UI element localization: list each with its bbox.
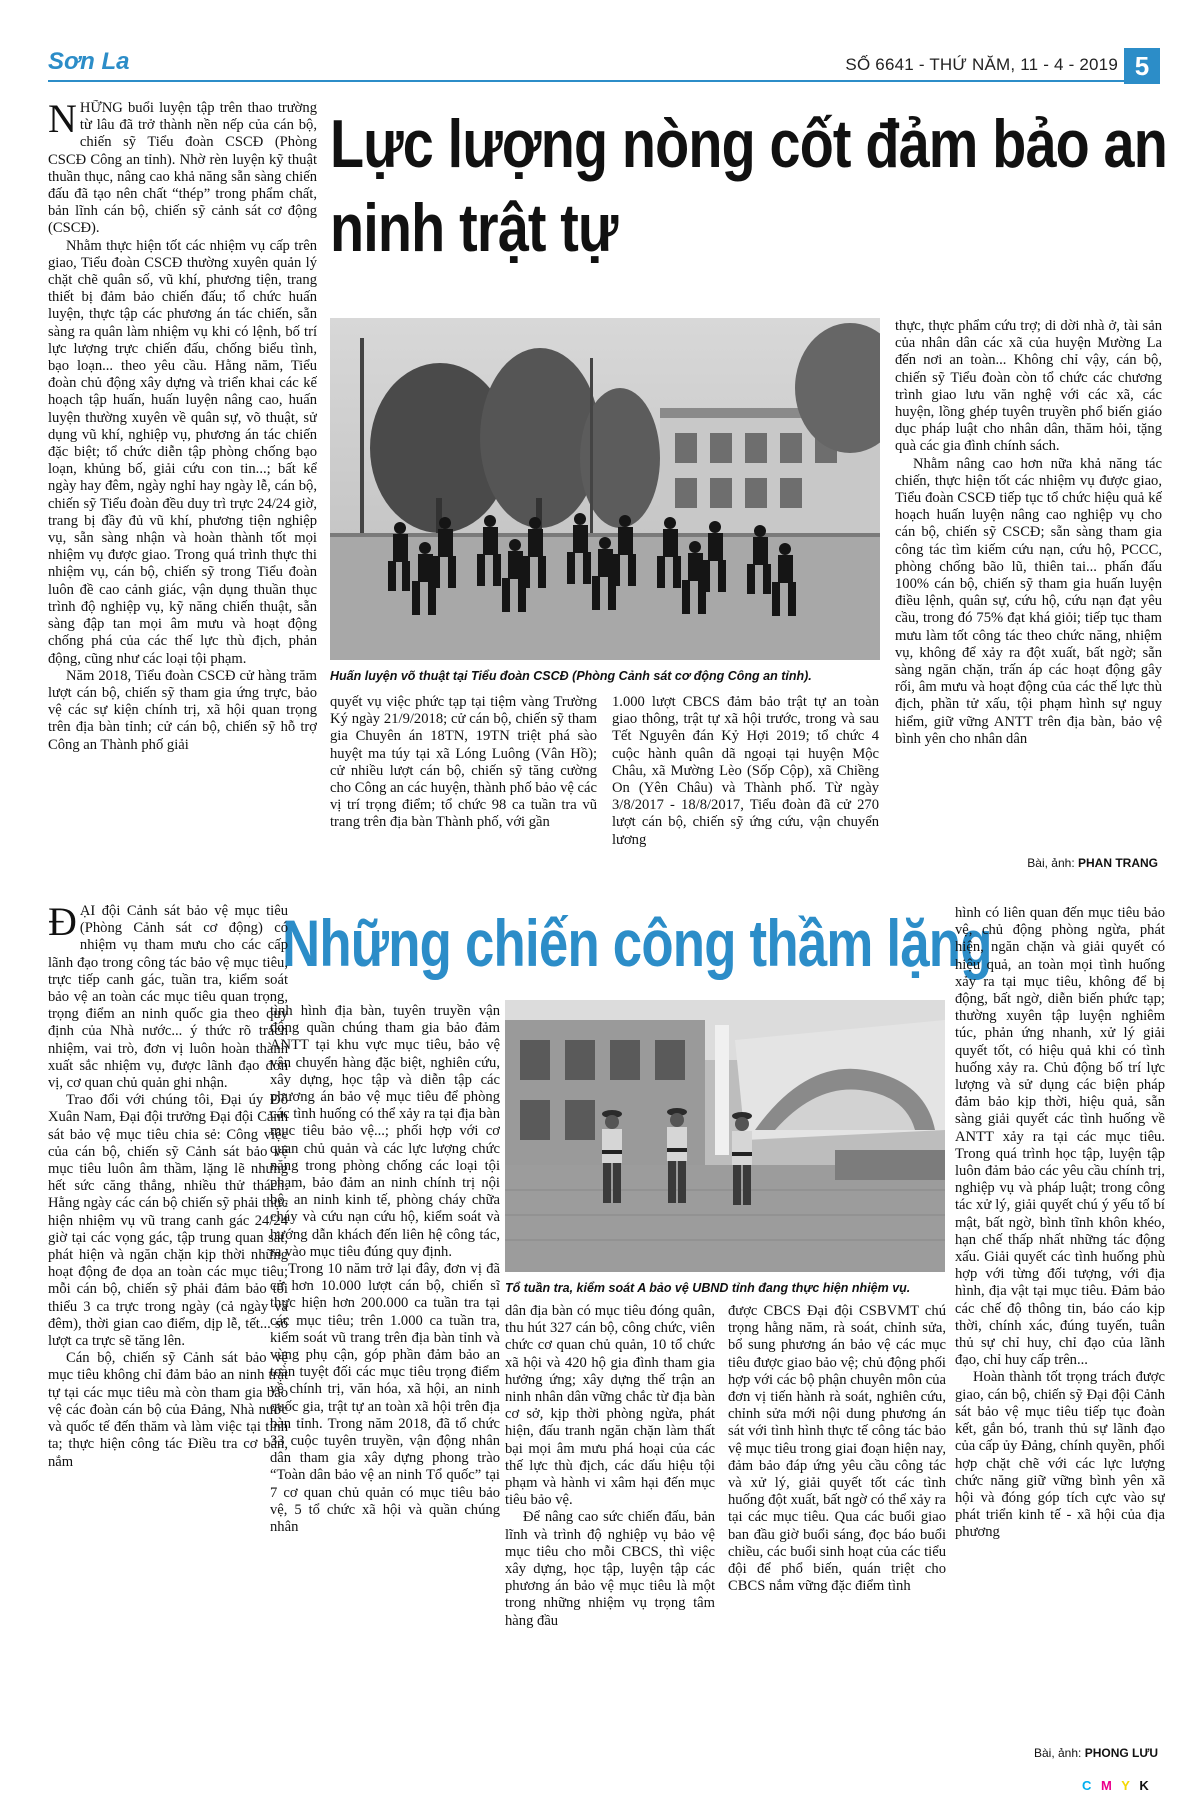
header-rule [48, 80, 1153, 82]
article2-paragraph: hình có liên quan đến mục tiêu bảo vệ, chủ động phòng ngừa, phát hiện, ngăn chặn và giải quyết có hiệu quả, an toàn mọi tình huống xảy ra tại mục tiêu, không để bị động, bất ngờ, diễn biến phức tạp; thường xuyên tập luyện nghiêm túc, phản ứng nhanh, xử lý giải quyết tốt, có hiệu quả khi có tình huống xảy ra. Chủ động bố trí lực lượng và sử dụng các biện pháp đảm bảo kịp thời, hiệu quả, sẵn sàng giải quyết các tình huống về ANTT xảy ra tại các mục tiêu. Trong quá trình học tập, luyện tập luôn đảm bảo các yêu cầu chính trị, nghiệp vụ và pháp luật; trong công tác xử lý, giải quyết chú ý yếu tố bí mật, bất ngờ, bình tĩnh khôn khéo, hạn chế thấp nhất những tác động xấu. Giải quyết các tình huống phù hợp với từng đối tượng, với địa hình, địa vật tại mục tiêu. Đảm bảo các chế độ thông tin, báo cáo kịp thời, chính xác, đúng tuyến, tuân thủ sự chỉ huy, chỉ đạo của lãnh đạo, chỉ huy cấp trên... [955, 905, 1165, 1369]
article2-column-4 [728, 1303, 946, 1735]
article2-column-5 [955, 905, 1165, 1745]
article1-column-4 [895, 318, 1162, 858]
article1-column-3 [612, 694, 879, 874]
cmyk-letter: C [1082, 1778, 1095, 1793]
article1-photo [330, 318, 880, 660]
article1-dropcap: N [48, 100, 77, 141]
cmyk-letter: K [1139, 1778, 1152, 1793]
section-name: Sơn La [48, 48, 130, 75]
cmyk-marks [1082, 1778, 1152, 1793]
cmyk-letter: Y [1121, 1778, 1133, 1793]
article2-paragraph: Để nâng cao sức chiến đấu, bản lĩnh và trình độ nghiệp vụ bảo vệ mục tiêu cho mỗi CBCS, thì việc xây dựng, học tập, luyện tập các phương án bảo vệ mục tiêu là một trong những nhiệm vụ trọng tâm hàng đầu [505, 1509, 715, 1629]
article2-photo [505, 1000, 945, 1272]
byline-author: PHAN TRANG [1078, 856, 1158, 870]
article1-photo-caption: Huấn luyện võ thuật tại Tiểu đoàn CSCĐ (Phòng Cảnh sát cơ động Công an tỉnh). [330, 669, 812, 683]
article2-column-2 [270, 1003, 500, 1735]
article1-paragraph: thực, thực phẩm cứu trợ; di dời nhà ở, tài sản của nhân dân các xã của huyện Mường La đến nơi an toàn... Không chỉ vậy, cán bộ, chiến sỹ Tiểu đoàn còn tổ chức các chương trình giao lưu văn nghệ với các xã, các huyện, lồng ghép tuyên truyền phổ biến giáo dục pháp luật cho nhân dân, thăm hỏi, tặng quà các gia đình chính sách. [895, 318, 1162, 455]
article1-paragraph: 1.000 lượt CBCS đảm bảo trật tự an toàn giao thông, trật tự xã hội trước, trong và sau Tết Nguyên đán Kỷ Hợi 2019; tổ chức 4 cuộc hành quân dã ngoại tại huyện Mộc Châu, xã Mường Lèo (Sốp Cộp), xã Chiềng On (Yên Châu) và Thành phố. Từ ngày 3/8/2017 - 18/8/2017, Tiểu đoàn đã cử 270 lượt cán bộ, chiến sỹ ứng cứu, vận chuyển lương [612, 694, 879, 848]
page-number: 5 [1124, 48, 1160, 84]
article2-paragraph: Hoàn thành tốt trọng trách được giao, cán bộ, chiến sỹ Đại đội Cảnh sát bảo vệ mục tiêu tiếp tục đoàn kết, gắn bó, tranh thủ sự lãnh đạo của cấp ủy Đảng, chính quyền, phối hợp chặt chẽ với các lực lượng chức năng giữ vững bình yên xã hội và đóng góp tích cực vào sự phát triển kinh tế - xã hội của địa phương [955, 1369, 1165, 1541]
article2-paragraph: Cán bộ, chiến sỹ Cảnh sát bảo vệ mục tiêu không chỉ đảm bảo an ninh trật tự tại các mục tiêu mà còn tham gia bảo vệ các đoàn cán bộ của Đảng, Nhà nước và quốc tế đến thăm và làm việc tại tỉnh ta; thực hiện công tác Điều tra cơ bản, nắm [48, 1350, 288, 1470]
article2-lead: ẠI đội Cảnh sát bảo vệ mục tiêu (Phòng Cảnh sát cơ động) có nhiệm vụ tham mưu cho các cấp lãnh đạo trong công tác bảo vệ mục tiêu, trực tiếp canh gác, tuần tra, kiểm soát bảo vệ an toàn các mục tiêu quan trọng, trọng điểm an ninh quốc gia theo quy định của Nhà nước... ý thức rõ trách nhiệm, vai trò, đơn vị luôn hoàn thành xuất sắc nhiệm vụ, được lãnh đạo đơn vị, cơ quan chủ quản ghi nhận. [48, 903, 288, 1092]
article1-title: Lực lượng nòng cốt đảm bảo an ninh trật tự [330, 106, 1167, 266]
article2-dropcap: Đ [48, 903, 77, 944]
article2-paragraph: Trong 10 năm trở lại đây, đơn vị đã cử hơn 10.000 lượt cán bộ, chiến sĩ thực hiện hơn 200.000 ca tuần tra tại các mục tiêu; trên 1.000 ca tuần tra, kiểm soát vũ trang trên địa bàn tỉnh và vùng phụ cận, góp phần đảm bảo an toàn tuyệt đối các mục tiêu trọng điểm về chính trị, văn hóa, xã hội, an ninh quốc gia, trật tự an toàn xã hội trên địa bàn tỉnh. Trong năm 2018, đã tổ chức 33 cuộc tuyên truyền, vận động nhân dân tham gia xây dựng phong trào “Toàn dân bảo vệ an ninh Tổ quốc” tại 7 cơ quan chủ quản có mục tiêu bảo vệ, 5 tổ chức xã hội và quần chúng nhân [270, 1261, 500, 1536]
article1-paragraph: Nhằm nâng cao hơn nữa khả năng tác chiến, thực hiện tốt các nhiệm vụ được giao, Tiểu đoàn CSCĐ tiếp tục tổ chức hiệu quả kế hoạch huấn luyện nâng cao nghiệp vụ cho cán bộ, chiến sỹ CSCĐ; sẵn sàng tham gia công tác tìm kiếm cứu nạn, cứu hộ, PCCC, phòng chống bão lũ, thiên tai... phấn đấu 100% cán bộ, chiến sỹ tham gia huấn luyện điều lệnh, quân sự, cứu hộ, cứu nạn đạt yêu cầu, trong đó 75% đạt khá giỏi; tiếp tục tham mưu làm tốt công tác theo chức năng, nhiệm vụ, không để xảy ra đột xuất, bất ngờ; sẵn sàng ngăn chặn, trấn áp các hoạt động gây rối, âm mưu và hoạt động của các thế lực thù địch, phần tử xấu, tội phạm hình sự nguy hiểm, giữ vững ANTT trên địa bàn, bảo vệ bình yên cho nhân dân [895, 455, 1162, 747]
article1-paragraph: Nhằm thực hiện tốt các nhiệm vụ cấp trên giao, Tiểu đoàn CSCĐ thường xuyên quản lý chặt chẽ quân số, vũ khí, phương tiện, trang thiết bị đảm bảo chiến đấu; tổ chức huấn luyện, thực tập các phương án tác chiến, sẵn sàng ra quân làm nhiệm vụ khi có lệnh, bố trí lực lượng trực chiến đấu, chống biểu tình, bạo loạn... theo yêu cầu. Hằng năm, Tiểu đoàn chủ động xây dựng và triển khai các kế hoạch tập huấn, huấn luyện nâng cao, huấn luyện thường xuyên về quân sự, võ thuật, sử dụng vũ khí, nghiệp vụ, phương án tác chiến đặc biệt; tổ chức diễn tập phòng chống bạo loạn, khủng bố, giải cứu con tin...; bất kể ngày hay đêm, ngày nghỉ hay ngày lễ, cán bộ, chiến sỹ Tiểu đoàn đều duy trì trực 24/24 giờ, trang bị đầy đủ vũ khí, phương tiện nghiệp vụ, sẵn sàng nhận và hoàn thành tốt mọi nhiệm vụ được giao. Trong quá trình thực thi nhiệm vụ, cán bộ, chiến sỹ trong Tiểu đoàn luôn đề cao cảnh giác, vận dụng thuần thục trình độ nghiệp vụ, kỹ năng chiến thuật, sẵn sàng đập tan mọi âm mưu và hoạt động chống phá của các thế lực thù địch, phản động, cũng như các loại tội phạm. [48, 237, 317, 667]
article2-title: Những chiến công thầm lặng [282, 906, 992, 980]
article2-column-3 [505, 1303, 715, 1735]
article1-lead: HỮNG buổi luyện tập trên thao trường từ lâu đã trở thành nền nếp của cán bộ, chiến sỹ Tiểu đoàn CSCĐ (Phòng CSCĐ Công an tỉnh). Nhờ rèn luyện kỹ thuật thuần thục, nâng cao khả năng sẵn sàng chiến đấu đã tạo nên chất “thép” trong phẩm chất, bản lĩnh cán bộ, chiến sỹ cảnh sát cơ động (CSCĐ). [48, 100, 317, 237]
article2-paragraph: tình hình địa bàn, tuyên truyền vận động quần chúng tham gia bảo đảm ANTT tại khu vực mục tiêu, bảo vệ vận chuyển hàng đặc biệt, nghiên cứu, xây dựng, học tập và diễn tập các phương án bảo vệ mục tiêu để phòng các tình huống có thể xảy ra tại địa bàn mục tiêu bảo vệ...; phối hợp với cơ quan chủ quản và các lực lượng chức năng trong phòng chống các loại tội phạm, bảo đảm an ninh chính trị nội bộ, an ninh kinh tế, phòng cháy chữa cháy và cứu nạn cứu hộ, kiểm soát và hướng dẫn khách đến liên hệ công tác, ra vào mục tiêu đúng quy định. [270, 1003, 500, 1260]
article1-paragraph: Năm 2018, Tiểu đoàn CSCĐ cử hàng trăm lượt cán bộ, chiến sỹ tham gia ứng trực, bảo vệ các sự kiện chính trị, xã hội quan trọng trên địa bàn tỉnh; cử cán bộ, chiến sỹ hỗ trợ Công an Thành phố giải [48, 667, 317, 753]
article1-column-2 [330, 694, 597, 874]
article2-column-1 [48, 903, 288, 1733]
article2-paragraph: được CBCS Đại đội CSBVMT chú trọng hằng năm, rà soát, chỉnh sửa, bổ sung phương án bảo vệ các mục tiêu được giao bảo vệ; chủ động phối hợp với các bộ phận chuyên môn của đơn vị tiến hành rà soát, nghiên cứu, chỉnh sửa mới nội dung phương án sát với tình hình thực tế công tác bảo vệ mục tiêu trong giai đoạn hiện nay, đảm bảo đáp ứng yêu cầu công tác và xử lý, giải quyết tốt các tình huống đột xuất, bất ngờ có thể xảy ra tại các mục tiêu. Qua các buổi giao ban đầu giờ buổi sáng, đọc báo buổi chiều, các buổi sinh hoạt của các tiểu đội để phổ biến, quán triệt cho CBCS nắm vững đặc điểm tình [728, 1303, 946, 1595]
article1-paragraph: quyết vụ việc phức tạp tại tiệm vàng Trường Ký ngày 21/9/2018; cử cán bộ, chiến sỹ tham gia Chuyên án 18TN, 19TN triệt phá sào huyệt ma túy tại xã Lóng Luông (Vân Hồ); cử nhiều lượt cán bộ, chiến sỹ tăng cường cho Công an các huyện, thành phố bảo vệ các vị trí trọng điểm; tổ chức 98 ca tuần tra vũ trang trên địa bàn Thành phố, với gần [330, 694, 597, 831]
article2-photo-caption: Tổ tuần tra, kiểm soát A bảo vệ UBND tỉnh đang thực hiện nhiệm vụ. [505, 1281, 911, 1295]
article2-paragraph: Trao đổi với chúng tôi, Đại úy Đỗ Xuân Nam, Đại đội trưởng Đại đội Cảnh sát bảo vệ mục tiêu chia sẻ: Công việc của cán bộ, chiến sỹ Cảnh sát bảo vệ mục tiêu luôn âm thầm, lặng lẽ nhưng hết sức căng thẳng, nhiều thử thách. Hằng ngày các cán bộ chiến sỹ phải thực hiện nhiệm vụ vũ trang canh gác 24/24 giờ tại các vọng gác, tập trung quan sát, phát hiện và ngăn chặn kịp thời những hoạt động đe dọa an toàn các mục tiêu; mỗi cán bộ, chiến sỹ phải đảm bảo tối thiểu 3 ca trực trong ngày (cả ngày và đêm), thời gian cao điểm, dịp lễ, tết... số lượt ca trực sẽ tăng lên. [48, 1092, 288, 1350]
article1-column-1 [48, 100, 317, 866]
byline-label: Bài, ảnh: [1033, 1746, 1082, 1760]
issue-info: SỐ 6641 - THỨ NĂM, 11 - 4 - 2019 [845, 55, 1118, 74]
cmyk-letter: M [1101, 1778, 1115, 1793]
article2-paragraph: dân địa bàn có mục tiêu đóng quân, thu hút 327 cán bộ, công chức, viên chức cơ quan chủ quản, 10 tổ chức xã hội và 420 hộ gia đình tham gia hưởng ứng; xây dựng thế trận an ninh nhân dân vững chắc từ địa bàn cơ sở, kịp thời phòng ngừa, phát hiện, đấu tranh ngăn chặn làm thất bại mọi âm mưu phá hoại của các thế lực thù địch, các dấu hiệu tội phạm và hành vi xâm hại đến mục tiêu bảo vệ. [505, 1303, 715, 1509]
article1-byline [1027, 856, 1158, 870]
article2-byline [1034, 1746, 1158, 1760]
patrol-team-image [505, 1000, 945, 1272]
byline-author: PHONG LƯU [1084, 1746, 1158, 1760]
martial-arts-training-image [330, 318, 880, 660]
byline-label: Bài, ảnh: [1027, 856, 1075, 870]
